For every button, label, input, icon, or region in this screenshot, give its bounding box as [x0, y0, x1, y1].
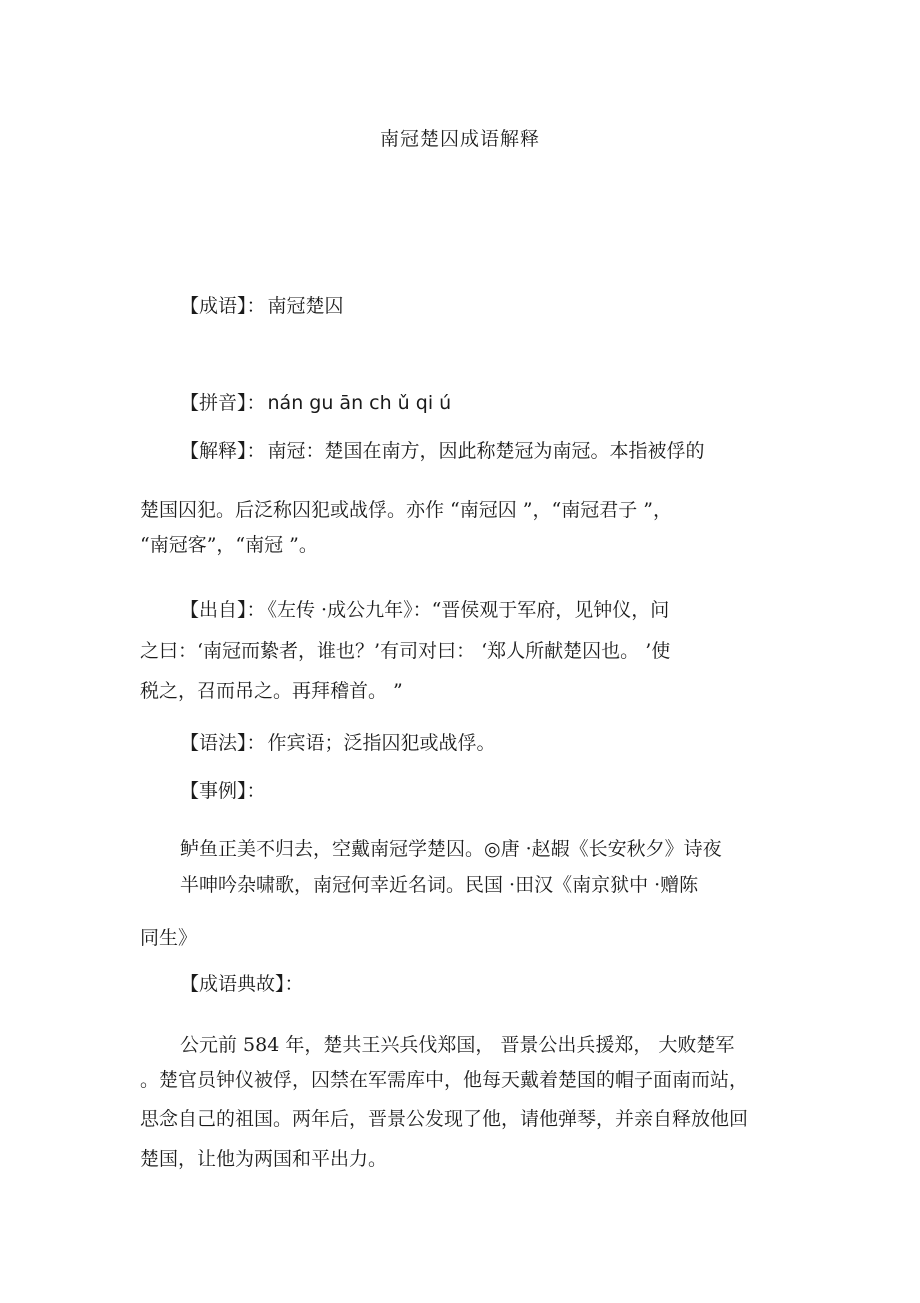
pinyin-line	[180, 389, 790, 417]
idiom-label: 【成语】：	[180, 295, 266, 317]
source-label: 【出自】：	[180, 599, 266, 621]
examples-line-1: 鲈鱼正美不归去，空戴南冠学楚囚。◎唐 ·赵嘏《长安秋夕》诗夜	[180, 838, 722, 860]
idiom-line	[180, 292, 790, 320]
examples-label: 【事例】：	[180, 780, 266, 802]
explanation-line-2: 楚国囚犯。后泛称囚犯或战俘。亦作 “南冠囚 ”，“南冠君子 ”，	[140, 499, 672, 521]
source-line-3: 税之，召而吊之。再拜稽首。 ”	[140, 680, 403, 702]
story-line-1: 公元前 584 年，楚共王兴兵伐郑国， 晋景公出兵援郑， 大败楚军	[180, 1034, 735, 1056]
story-line-2: 。楚官员钟仪被俘，囚禁在军需库中，他每天戴着楚国的帽子面南而站，	[140, 1069, 749, 1091]
examples-line-3: 同生》	[140, 927, 198, 949]
explanation-label: 【解释】：	[180, 440, 266, 462]
source-text-1: 《左传 ·成公九年》：“晋侯观于军府，见钟仪，问	[267, 599, 670, 621]
source-line-2: 之曰：‘南冠而絷者，谁也？’有司对曰： ‘郑人所献楚囚也。 ’使	[140, 640, 671, 662]
story-line-4: 楚国，让他为两国和平出力。	[140, 1148, 388, 1170]
story-label-line	[180, 970, 790, 998]
explanation-line-3: “南冠客”，“南冠 ”。	[140, 534, 318, 556]
grammar-label: 【语法】：	[180, 732, 266, 754]
grammar-value: 作宾语；泛指囚犯或战俘。	[267, 732, 496, 754]
examples-label-line	[180, 777, 790, 805]
pinyin-label: 【拼音】：	[180, 392, 266, 414]
story-line-3: 思念自己的祖国。两年后，晋景公发现了他，请他弹琴，并亲自释放他回	[140, 1108, 749, 1130]
explanation-text-1: 南冠：楚国在南方，因此称楚冠为南冠。本指被俘的	[267, 440, 705, 462]
pinyin-value: nán gu ān ch ǔ qi ú	[267, 392, 452, 414]
grammar-line	[180, 729, 790, 757]
page-title: 南冠楚囚成语解释	[379, 128, 540, 150]
story-label: 【成语典故】：	[180, 973, 304, 995]
examples-line-2: 半呻吟杂啸歌，南冠何幸近名词。民国 ·田汉《南京狱中 ·赠陈	[180, 874, 699, 896]
explanation-line-1	[180, 437, 790, 465]
source-line-1	[180, 596, 790, 624]
idiom-value: 南冠楚囚	[267, 295, 344, 317]
